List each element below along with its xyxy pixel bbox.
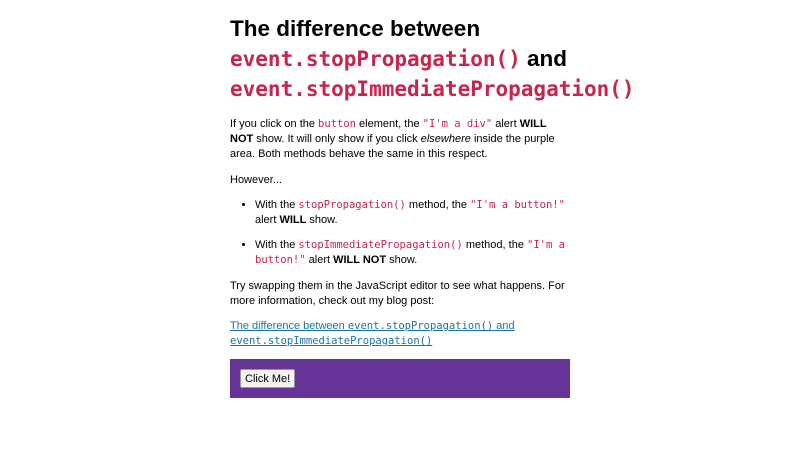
- intro-code-button: button: [318, 118, 356, 130]
- intro-text-3: alert: [492, 118, 520, 130]
- title-code-stop-immediate-propagation: event.stopImmediatePropagation(): [230, 77, 635, 101]
- bullet-1-strong: WILL: [279, 214, 307, 227]
- intro-elsewhere: elsewhere: [420, 133, 471, 146]
- title-text: The difference between: [230, 16, 481, 41]
- bullet-2-text-3: alert: [305, 254, 334, 267]
- intro-text-4: show. It will only show if you click: [253, 133, 421, 146]
- intro-text-2: element, the: [355, 118, 423, 130]
- list-item-stop-propagation: [255, 198, 570, 228]
- bullet-1-text-4: show.: [306, 214, 338, 227]
- blog-link-text-1: The difference between: [230, 320, 348, 333]
- bullet-1-code-alert: "I'm a button!": [470, 198, 565, 211]
- bullet-2-text-4: show.: [386, 254, 418, 267]
- bullet-2-text-2: method, the: [462, 239, 527, 252]
- intro-will-not: WILL NOT: [230, 118, 547, 146]
- blog-link-text-2: and: [493, 320, 515, 333]
- bullet-1-code-method: stopPropagation(): [298, 198, 406, 211]
- blog-link-paragraph: [230, 319, 570, 349]
- bullet-2-text-1: With the: [255, 239, 299, 252]
- title-code-stop-propagation: event.stopPropagation(): [230, 47, 521, 71]
- intro-paragraph: [230, 117, 570, 163]
- bullet-2-strong: WILL NOT: [333, 254, 387, 267]
- blog-post-link[interactable]: [230, 320, 515, 347]
- bullet-1-text-3: alert: [255, 214, 280, 227]
- bullet-2-code-method: stopImmediatePropagation(): [298, 239, 463, 252]
- title-and: and: [520, 46, 568, 71]
- intro-text-1: If you click on the: [230, 118, 319, 130]
- bullet-1-text-1: With the: [255, 198, 299, 211]
- page-content: [230, 0, 635, 398]
- bullet-1-text-2: method, the: [405, 198, 471, 211]
- list-item-stop-immediate-propagation: [255, 238, 570, 268]
- page-title: [230, 14, 790, 104]
- bullet-2-code-alert: "I'm a button!": [255, 239, 565, 267]
- intro-text-5: inside the purple area. Both methods behave the same in this respect.: [230, 133, 555, 161]
- behavior-list: [230, 198, 570, 269]
- blog-link-code-1: event.stopPropagation(): [347, 320, 494, 333]
- intro-code-div-alert: "I'm a div": [422, 118, 493, 130]
- blog-link-code-2: event.stopImmediatePropagation(): [230, 335, 433, 348]
- click-me-button[interactable]: Click Me!: [240, 369, 295, 388]
- try-paragraph: Try swapping them in the JavaScript editor to see what happens. For more information, check out my blog post:: [230, 279, 565, 307]
- however-paragraph: However...: [230, 173, 282, 186]
- purple-demo-area[interactable]: [230, 359, 570, 398]
